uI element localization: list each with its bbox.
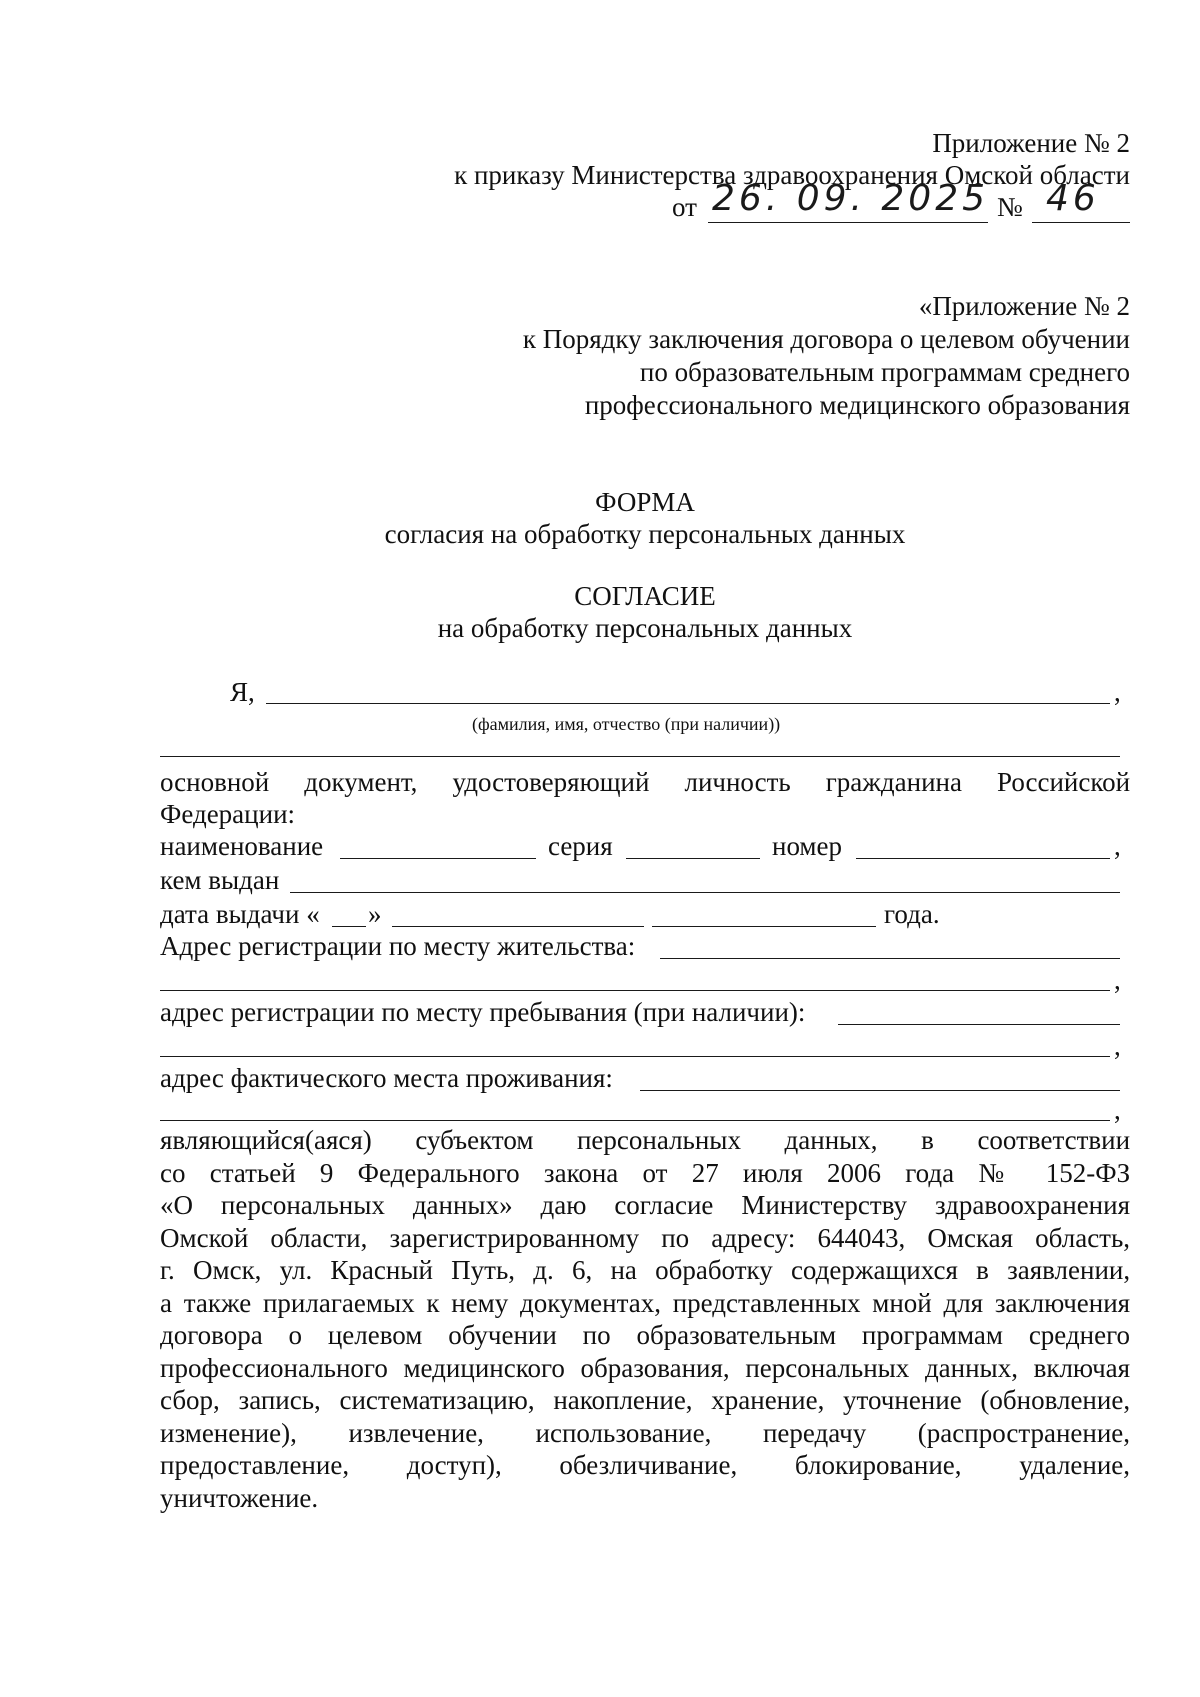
doc-number-label: номер (772, 831, 843, 861)
doc-name-line (340, 858, 536, 859)
body-word: данных, (924, 1353, 1018, 1383)
handwritten-number: 46 (1046, 178, 1100, 219)
body-word: обработку (655, 1255, 773, 1285)
appendix2-line4: профессионального медицинского образования (584, 390, 1130, 420)
issue-month-line (392, 926, 644, 927)
body-word: зарегистрированному (389, 1223, 640, 1253)
order-reference: к приказу Министерства здравоохранения Омской области (454, 160, 1130, 190)
body-word: от (642, 1158, 668, 1188)
body-word: сбор, (160, 1385, 220, 1415)
date-underline (708, 222, 988, 223)
body-line (160, 1384, 1130, 1416)
body-word: 152-ФЗ (1045, 1158, 1131, 1188)
actual-address-comma: , (1114, 1095, 1121, 1125)
reg-address-line-1 (660, 958, 1120, 959)
issue-day-line (332, 926, 366, 927)
body-word: персональных (220, 1190, 385, 1220)
body-word: мной (872, 1288, 932, 1318)
issued-by-label: кем выдан (160, 865, 280, 895)
body-word: года (905, 1158, 955, 1188)
body-line (160, 1319, 1130, 1351)
body-word: июля (742, 1158, 803, 1188)
body-word: целевом (327, 1320, 423, 1350)
body-word: по (582, 1320, 611, 1350)
body-word: Омская (927, 1223, 1014, 1253)
body-word: на (610, 1255, 637, 1285)
year-label: года. (884, 899, 940, 929)
body-word: систематизацию, (339, 1385, 535, 1415)
body-word: по (661, 1223, 690, 1253)
reg-address-comma: , (1114, 965, 1121, 995)
body-word: в (921, 1125, 934, 1155)
body-word: уточнение (843, 1385, 962, 1415)
body-word: предоставление, (160, 1450, 350, 1480)
body-word: в (976, 1255, 989, 1285)
body-word: содержащихся (790, 1255, 958, 1285)
fio-line (266, 703, 1110, 704)
body-word: удаление, (1019, 1450, 1131, 1480)
body-word: извлечение, (348, 1418, 484, 1448)
issue-date-label: дата выдачи « (160, 899, 320, 929)
appendix-label: Приложение № 2 (932, 128, 1130, 158)
body-line (160, 1352, 1130, 1384)
body-line (160, 1287, 1130, 1319)
body-word: со (160, 1158, 186, 1188)
body-word: субъектом (415, 1125, 534, 1155)
body-word: данных» (412, 1190, 513, 1220)
body-word: обезличивание, (559, 1450, 738, 1480)
body-word: передачу (762, 1418, 867, 1448)
reg-address-line-2 (160, 990, 1110, 991)
body-word: соответствии (977, 1125, 1131, 1155)
body-line (160, 1124, 1130, 1156)
body-word: 9 (319, 1158, 334, 1188)
body-word: № (978, 1158, 1022, 1188)
body-word: блокирование, (794, 1450, 962, 1480)
body-word: области, (270, 1223, 368, 1253)
body-line (160, 1482, 1130, 1514)
body-word: к (426, 1288, 440, 1318)
body-word: нему (451, 1288, 509, 1318)
body-word: 2006 (827, 1158, 881, 1188)
consent-subheading: на обработку персональных данных (437, 613, 853, 643)
reg-address-label: Адрес регистрации по месту жительства: (160, 931, 636, 961)
body-word: профессионального (160, 1353, 388, 1383)
consent-heading: СОГЛАСИЕ (574, 581, 716, 611)
fio-comma: , (1114, 677, 1121, 707)
doc-number-line (856, 858, 1110, 859)
body-word: данных, (784, 1125, 878, 1155)
body-word: а (160, 1288, 172, 1318)
body-line (160, 1449, 1130, 1481)
body-word: уничтожение. (160, 1483, 319, 1513)
body-word: персональных (576, 1125, 741, 1155)
body-word: изменение), (160, 1418, 297, 1448)
body-word: ул. (279, 1255, 313, 1285)
body-word: для (943, 1288, 984, 1318)
appendix2-line3: по образовательным программам среднего (639, 357, 1130, 387)
body-word: образования, (580, 1353, 730, 1383)
body-word: использование, (535, 1418, 712, 1448)
body-word: представленных (672, 1288, 861, 1318)
doc-line-1: основной документ, удостоверяющий личность гражданина Российской (160, 767, 1131, 797)
appendix2-line1: «Приложение № 2 (918, 291, 1130, 321)
body-word: г. (160, 1255, 175, 1285)
body-word: доступ), (406, 1450, 502, 1480)
body-word: адресу: (711, 1223, 796, 1253)
number-underline (1032, 222, 1130, 223)
body-line (160, 1157, 1130, 1189)
body-word: хранение, (711, 1385, 825, 1415)
body-line (160, 1417, 1130, 1449)
body-word: среднего (1028, 1320, 1131, 1350)
body-word: Министерству (741, 1190, 908, 1220)
issue-date-close: » (368, 899, 382, 929)
form-heading: ФОРМА (595, 487, 695, 517)
issued-by-line (290, 892, 1120, 893)
body-word: запись, (238, 1385, 321, 1415)
body-word: 6, (571, 1255, 593, 1285)
body-word: обучении (448, 1320, 557, 1350)
body-word: статьей (209, 1158, 296, 1188)
doc-line-2: Федерации: (160, 799, 296, 829)
body-line (160, 1189, 1130, 1221)
stay-address-line-2 (160, 1056, 1110, 1057)
handwritten-date: 26. 09. 2025 (712, 178, 990, 219)
issue-year-line (652, 926, 876, 927)
appendix2-line2: к Порядку заключения договора о целевом обучении (522, 324, 1130, 354)
body-word: (обновление, (980, 1385, 1131, 1415)
body-word: Красный (330, 1255, 433, 1285)
body-word: закона (543, 1158, 619, 1188)
body-word: программам (861, 1320, 1003, 1350)
body-word: документах, (519, 1288, 661, 1318)
body-word: д. (533, 1255, 554, 1285)
body-word: персональных (745, 1353, 910, 1383)
body-word: 27 (691, 1158, 719, 1188)
body-word: медицинского (403, 1353, 565, 1383)
body-word: о (288, 1320, 303, 1350)
body-word: договора (160, 1320, 263, 1350)
body-word: прилагаемых (262, 1288, 415, 1318)
body-word: даю (540, 1190, 587, 1220)
body-word: 644043, (817, 1223, 906, 1253)
doc-number-comma: , (1114, 831, 1121, 861)
actual-address-line-1 (640, 1090, 1120, 1091)
actual-address-line-2 (160, 1120, 1110, 1121)
body-word: являющийся(аяся) (160, 1125, 372, 1155)
body-line (160, 1222, 1130, 1254)
body-word: Омск, (193, 1255, 262, 1285)
body-word: накопление, (553, 1385, 693, 1415)
doc-series-label: серия (548, 831, 613, 861)
body-line (160, 1254, 1130, 1286)
i-label: Я, (230, 677, 255, 707)
body-word: образовательным (636, 1320, 837, 1350)
body-word: область, (1035, 1223, 1131, 1253)
number-label: № (997, 192, 1023, 222)
body-word: также (183, 1288, 252, 1318)
body-word: заключения (994, 1288, 1131, 1318)
body-word: (распространение, (917, 1418, 1131, 1448)
stay-address-line-1 (838, 1024, 1120, 1025)
stay-address-label: адрес регистрации по месту пребывания (при наличии): (160, 997, 806, 1027)
from-label: от (672, 192, 697, 222)
fio-caption: (фамилия, имя, отчество (при наличии)) (472, 714, 781, 734)
body-word: включая (1033, 1353, 1131, 1383)
body-word: Путь, (451, 1255, 516, 1285)
stay-address-comma: , (1114, 1031, 1121, 1061)
body-word: согласие (614, 1190, 714, 1220)
body-word: «О (160, 1190, 193, 1220)
body-word: Омской (160, 1223, 249, 1253)
form-subheading: согласия на обработку персональных данных (384, 519, 906, 549)
body-word: Федерального (357, 1158, 520, 1188)
body-word: заявлении, (1007, 1255, 1131, 1285)
doc-name-label: наименование (160, 831, 324, 861)
actual-address-label: адрес фактического места проживания: (160, 1063, 613, 1093)
body-word: здравоохранения (934, 1190, 1130, 1220)
fio-continuation-line (160, 756, 1120, 757)
doc-series-line (626, 858, 760, 859)
